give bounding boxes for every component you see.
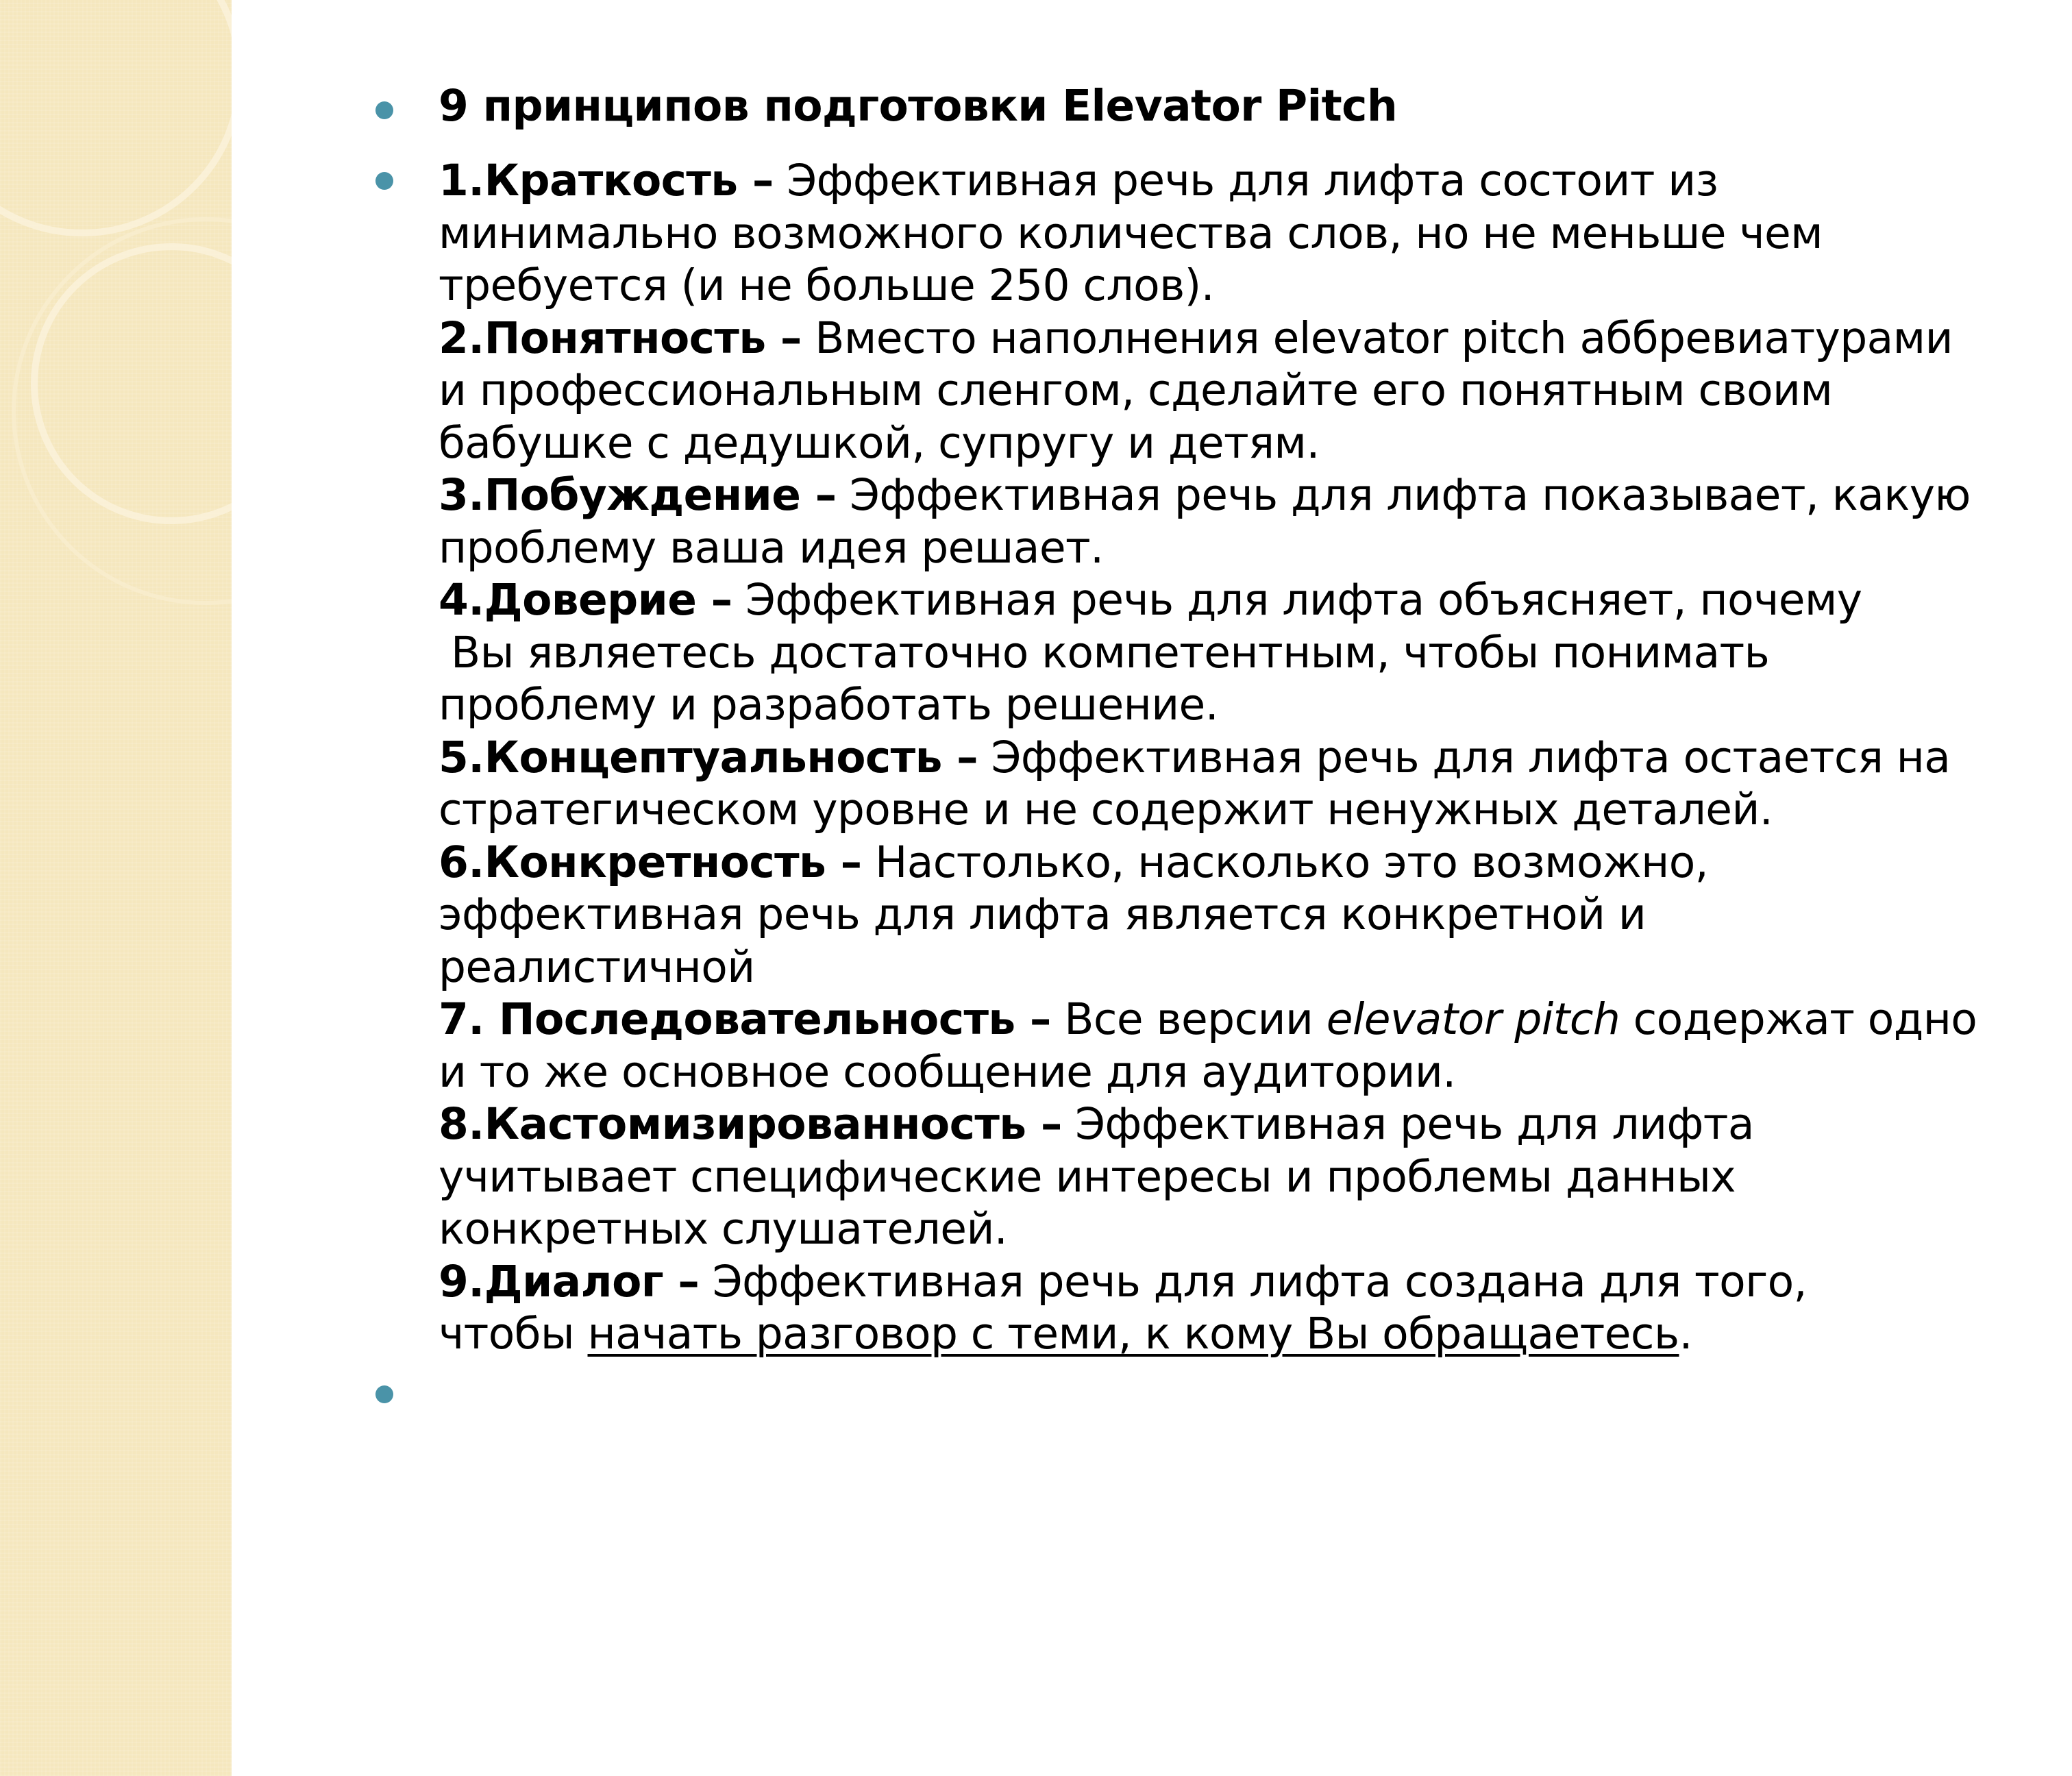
principle-text: Эффективная речь для лифта состоит из [773,156,1718,206]
principle-text: стратегическом уровне и не содержит ненужных деталей. [439,785,1773,835]
principle-term: 5.Концептуальность – [439,732,978,782]
bullet-icon [375,172,393,190]
principle-text: эффективная речь для лифта является конкретной и [439,889,1646,939]
principle-text: минимально возможного количества слов, но не меньше чем [439,208,1823,258]
principle-text: Вместо наполнения elevator pitch аббревиатурами [801,312,1953,363]
principle-term: 4.Доверие – [439,575,732,625]
principle-text: и то же основное сообщение для аудитории. [439,1046,1456,1097]
principle-6 [439,837,2042,994]
principle-text: реалистичной [439,941,755,992]
principle-text: бабушке с дедушкой, супругу и детям. [439,417,1320,468]
principle-text: . [1679,1309,1692,1359]
principle-text: проблему ваша идея решает. [439,522,1104,573]
principle-term: 2.Понятность – [439,312,802,363]
principle-text: и профессиональным сленгом, сделайте его понятным своим [439,365,1833,415]
principle-text: учитывает специфические интересы и проблемы данных [439,1151,1736,1202]
principle-text: Эффективная речь для лифта [1061,1099,1754,1149]
decorative-side-panel [0,0,232,1776]
principle-text: Эффективная речь для лифта создана для того, [699,1256,1807,1307]
decorative-circles [0,0,232,1776]
principle-text: требуется (и не больше 250 слов). [439,260,1215,310]
principle-text: конкретных слушателей. [439,1204,1008,1254]
principle-text: Вы являетесь достаточно компетентным, чтобы понимать [451,627,1770,678]
principle-text: Эффективная речь для лифта остается на [978,732,1951,782]
principles-list [439,155,2042,1361]
principle-1 [439,155,2042,312]
principle-text: Настолько, насколько это возможно, [861,837,1709,887]
principle-text: Эффективная речь для лифта показывает, какую [836,470,1971,520]
principle-3 [439,469,2042,574]
bullet-icon [375,101,393,119]
bullet-icon [375,1385,393,1403]
principle-4 [439,574,2042,732]
principle-text: чтобы [439,1309,588,1359]
principle-8 [439,1098,2042,1256]
principle-term: 3.Побуждение – [439,470,837,520]
principle-italic-text: elevator pitch [1326,994,1620,1044]
principle-2 [439,312,2042,470]
principle-term: 9.Диалог – [439,1256,700,1307]
principle-term: 8.Кастомизированность – [439,1099,1062,1149]
principle-text: проблему и разработать решение. [439,680,1219,730]
principle-7 [439,994,2042,1098]
principle-text: Все версии [1050,994,1327,1044]
principle-term: 1.Краткость – [439,156,774,206]
principle-term: 6.Конкретность – [439,837,862,887]
underlined-phrase: начать разговор с теми, к кому Вы обращаетесь [587,1309,1679,1359]
principle-5 [439,732,2042,837]
principle-text: содержат одно [1620,994,1977,1044]
principle-9 [439,1256,2042,1361]
slide-title: 9 принципов подготовки Elevator Pitch [439,81,1398,131]
principle-term: 7. Последовательность – [439,994,1051,1044]
principle-text: Эффективная речь для лифта объясняет, почему [732,575,1862,625]
